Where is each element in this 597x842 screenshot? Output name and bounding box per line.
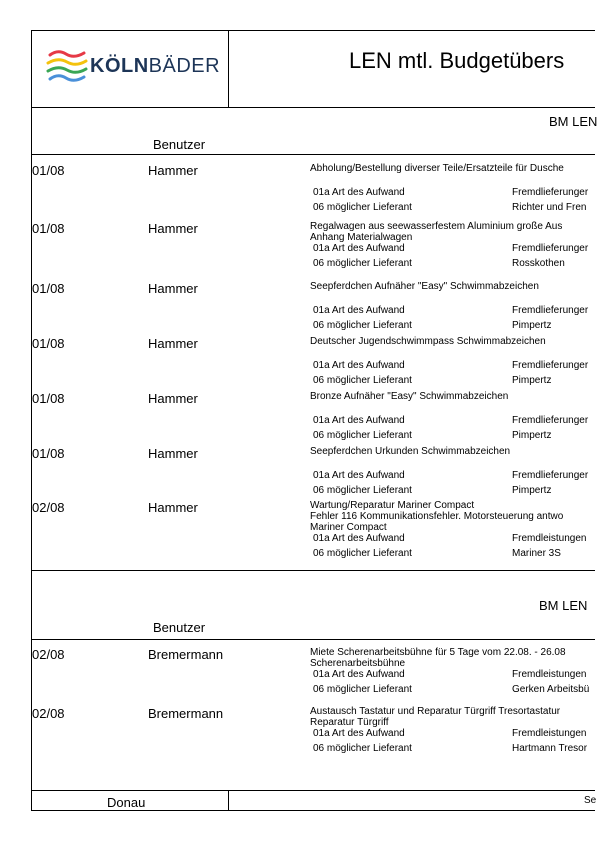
entry-user: Hammer bbox=[148, 391, 198, 406]
entry-description-line: Seepferdchen Urkunden Schwimmabzeichen bbox=[310, 446, 511, 457]
logo-text-bold: KÖLN bbox=[90, 55, 149, 77]
entry-user: Bremermann bbox=[148, 706, 224, 721]
header-bottom bbox=[31, 107, 595, 108]
frame-top bbox=[31, 30, 595, 31]
entry-description-line: Reparatur Türgriff bbox=[310, 717, 389, 728]
entry-user: Bremermann bbox=[148, 647, 224, 662]
section1-header-line bbox=[31, 154, 595, 155]
entry-date: 01/08 bbox=[32, 163, 65, 178]
footer-location: Donau bbox=[107, 795, 146, 810]
footer-page-label: Se bbox=[584, 795, 597, 806]
entry-lieferant-label: 06 möglicher Lieferant bbox=[313, 320, 412, 331]
entry-description-line: Seepferdchen Aufnäher "Easy" Schwimmabzeichen bbox=[310, 281, 539, 292]
entry-date: 02/08 bbox=[32, 647, 65, 662]
entry-date: 02/08 bbox=[32, 500, 65, 515]
entry-lieferant-label: 06 möglicher Lieferant bbox=[313, 684, 412, 695]
entry-date: 01/08 bbox=[32, 281, 65, 296]
entry-lieferant-value: Pimpertz bbox=[512, 320, 552, 331]
entry-user: Hammer bbox=[148, 336, 198, 351]
logo-waves-icon bbox=[46, 45, 88, 87]
entry-description-line: Mariner Compact bbox=[310, 522, 387, 533]
entry-user: Hammer bbox=[148, 163, 198, 178]
entry-art-label: 01a Art des Aufwand bbox=[313, 360, 405, 371]
entry-lieferant-label: 06 möglicher Lieferant bbox=[313, 430, 412, 441]
entry-art-label: 01a Art des Aufwand bbox=[313, 243, 405, 254]
entry-description-line: Scherenarbeitsbühne bbox=[310, 658, 406, 669]
frame-left bbox=[31, 30, 32, 811]
footer-divider bbox=[228, 790, 229, 811]
entry-art-value: Fremdlieferunger bbox=[512, 243, 589, 254]
entry-art-label: 01a Art des Aufwand bbox=[313, 470, 405, 481]
entry-description-line: Anhang Materialwagen bbox=[310, 232, 413, 243]
entry-lieferant-label: 06 möglicher Lieferant bbox=[313, 202, 412, 213]
entry-art-value: Fremdlieferunger bbox=[512, 305, 589, 316]
entry-date: 02/08 bbox=[32, 706, 65, 721]
entry-lieferant-value: Pimpertz bbox=[512, 485, 552, 496]
entry-art-value: Fremdlieferunger bbox=[512, 415, 589, 426]
logo-text-rest: BÄDER bbox=[148, 55, 221, 77]
entry-lieferant-label: 06 möglicher Lieferant bbox=[313, 548, 412, 559]
entry-lieferant-value: Richter und Fren bbox=[512, 202, 587, 213]
page-title: LEN mtl. Budgetübers bbox=[349, 48, 565, 73]
user-column-header: Benutzer bbox=[153, 137, 206, 152]
entry-user: Hammer bbox=[148, 500, 198, 515]
entry-lieferant-value: Hartmann Tresor bbox=[512, 743, 588, 754]
section-bm-label: BM LEN bbox=[549, 114, 597, 129]
entry-art-value: Fremdleistungen bbox=[512, 669, 587, 680]
entry-lieferant-label: 06 möglicher Lieferant bbox=[313, 485, 412, 496]
entry-date: 01/08 bbox=[32, 446, 65, 461]
entry-description-line: Miete Scherenarbeitsbühne für 5 Tage vom 22.08. - 26.08 bbox=[310, 647, 566, 658]
entry-user: Hammer bbox=[148, 281, 198, 296]
entry-art-value: Fremdlieferunger bbox=[512, 360, 589, 371]
logo-text bbox=[90, 55, 220, 78]
entry-art-value: Fremdlieferunger bbox=[512, 470, 589, 481]
section-divider bbox=[31, 570, 595, 571]
entry-lieferant-value: Pimpertz bbox=[512, 375, 552, 386]
entry-art-value: Fremdleistungen bbox=[512, 533, 587, 544]
entry-art-label: 01a Art des Aufwand bbox=[313, 533, 405, 544]
section2-header-line bbox=[31, 639, 595, 640]
entry-date: 01/08 bbox=[32, 221, 65, 236]
entry-art-value: Fremdlieferunger bbox=[512, 187, 589, 198]
entry-date: 01/08 bbox=[32, 391, 65, 406]
header-divider bbox=[228, 30, 229, 108]
entry-art-label: 01a Art des Aufwand bbox=[313, 415, 405, 426]
entry-art-value: Fremdleistungen bbox=[512, 728, 587, 739]
entry-description-line: Wartung/Reparatur Mariner Compact bbox=[310, 500, 475, 511]
entry-lieferant-label: 06 möglicher Lieferant bbox=[313, 375, 412, 386]
entry-lieferant-label: 06 möglicher Lieferant bbox=[313, 743, 412, 754]
entry-description-line: Fehler 116 Kommunikationsfehler. Motorsteuerung antwo bbox=[310, 511, 564, 522]
entry-user: Hammer bbox=[148, 446, 198, 461]
entry-art-label: 01a Art des Aufwand bbox=[313, 187, 405, 198]
entry-art-label: 01a Art des Aufwand bbox=[313, 728, 405, 739]
entry-art-label: 01a Art des Aufwand bbox=[313, 305, 405, 316]
frame-bottom bbox=[31, 810, 595, 811]
entry-lieferant-value: Mariner 3S bbox=[512, 548, 561, 559]
entry-lieferant-value: Pimpertz bbox=[512, 430, 552, 441]
koelnbaeder-logo bbox=[46, 45, 221, 87]
entry-art-label: 01a Art des Aufwand bbox=[313, 669, 405, 680]
entry-lieferant-label: 06 möglicher Lieferant bbox=[313, 258, 412, 269]
footer-top bbox=[31, 790, 595, 791]
entry-description-line: Austausch Tastatur und Reparatur Türgriff Tresortastatur bbox=[310, 706, 561, 717]
entry-date: 01/08 bbox=[32, 336, 65, 351]
entry-user: Hammer bbox=[148, 221, 198, 236]
entry-description-line: Regalwagen aus seewasserfestem Aluminium große Aus bbox=[310, 221, 563, 232]
entry-lieferant-value: Gerken Arbeitsbü bbox=[512, 684, 590, 695]
entry-description-line: Deutscher Jugendschwimmpass Schwimmabzeichen bbox=[310, 336, 546, 347]
entry-lieferant-value: Rosskothen bbox=[512, 258, 565, 269]
entry-description-line: Abholung/Bestellung diverser Teile/Ersatzteile für Dusche bbox=[310, 163, 564, 174]
entry-description-line: Bronze Aufnäher "Easy" Schwimmabzeichen bbox=[310, 391, 509, 402]
user-column-header: Benutzer bbox=[153, 620, 206, 635]
section-bm-label: BM LEN bbox=[539, 598, 588, 613]
